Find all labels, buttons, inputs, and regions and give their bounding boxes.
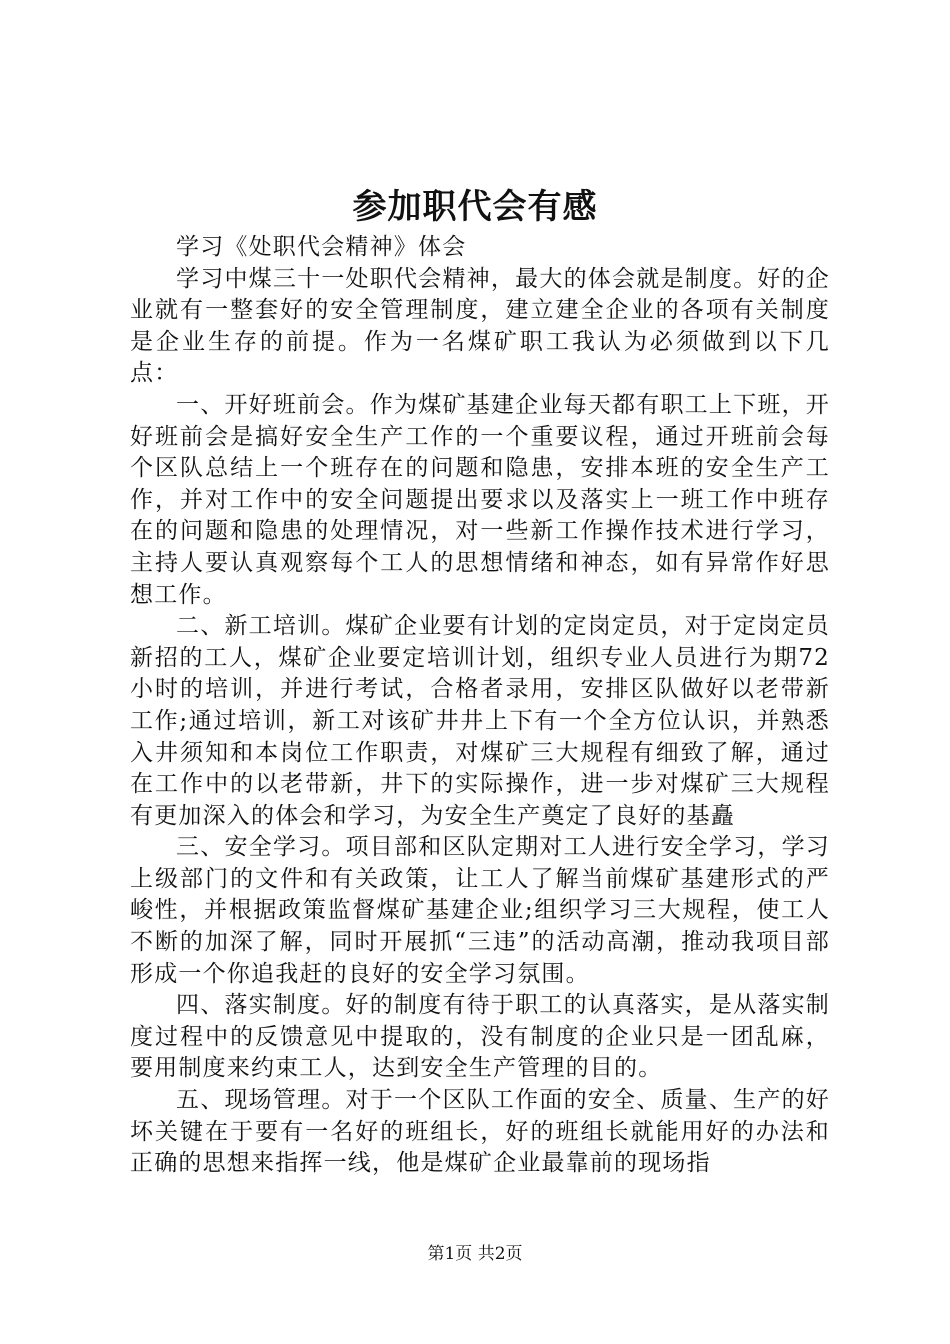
document-title: 参加职代会有感 (352, 187, 598, 227)
page-number: 第1页 共2页 (427, 1244, 523, 1264)
paragraph-intro: 学习中煤三十一处职代会精神，最大的体会就是制度。好的企业就有一整套好的安全管理制度，建立建全企业的各项有关制度是企业生存的前提。作为一名煤矿职工我认为必须做到以下几点： (130, 265, 830, 387)
paragraph-subtitle: 学习《处职代会精神》体会 (176, 234, 467, 260)
paragraph-new-worker-training: 二、新工培训。煤矿企业要有计划的定岗定员，对于定岗定员新招的工人，煤矿企业要定培训计划，组织专业人员进行为期72小时的培训，并进行考试，合格者录用，安排区队做好以老带新工作;通过培训，新工对该矿井井上下有一个全方位认识，并熟悉入井须知和本岗位工作职责，对煤矿三大规程有细致了解，通过在工作中的以老带新，井下的实际操作，进一步对煤矿三大规程有更加深入的体会和学习，为安全生产奠定了良好的基矗 (130, 613, 830, 829)
paragraph-safety-study: 三、安全学习。项目部和区队定期对工人进行安全学习，学习上级部门的文件和有关政策，让工人了解当前煤矿基建形式的严峻性，并根据政策监督煤矿基建企业;组织学习三大规程，使工人不断的加深了解，同时开展抓“三违”的活动高潮，推动我项目部形成一个你追我赶的良好的安全学习氛围。 (130, 834, 830, 987)
document-body (130, 232, 830, 1180)
paragraph-implement-system: 四、落实制度。好的制度有待于职工的认真落实，是从落实制度过程中的反馈意见中提取的，没有制度的企业只是一团乱麻，要用制度来约束工人，达到安全生产管理的目的。 (130, 992, 830, 1082)
paragraph-pre-shift-meeting: 一、开好班前会。作为煤矿基建企业每天都有职工上下班，开好班前会是搞好安全生产工作的一个重要议程，通过开班前会每个区队总结上一个班存在的问题和隐患，安排本班的安全生产工作，并对工作中的安全问题提出要求以及落实上一班工作中班存在的问题和隐患的处理情况，对一些新工作操作技术进行学习，主持人要认真观察每个工人的思想情绪和神态，如有异常作好思想工作。 (130, 391, 830, 608)
paragraph-site-management: 五、现场管理。对于一个区队工作面的安全、质量、生产的好坏关键在于要有一名好的班组长，好的班组长就能用好的办法和正确的思想来指挥一线，他是煤矿企业最靠前的现场指 (130, 1087, 830, 1177)
